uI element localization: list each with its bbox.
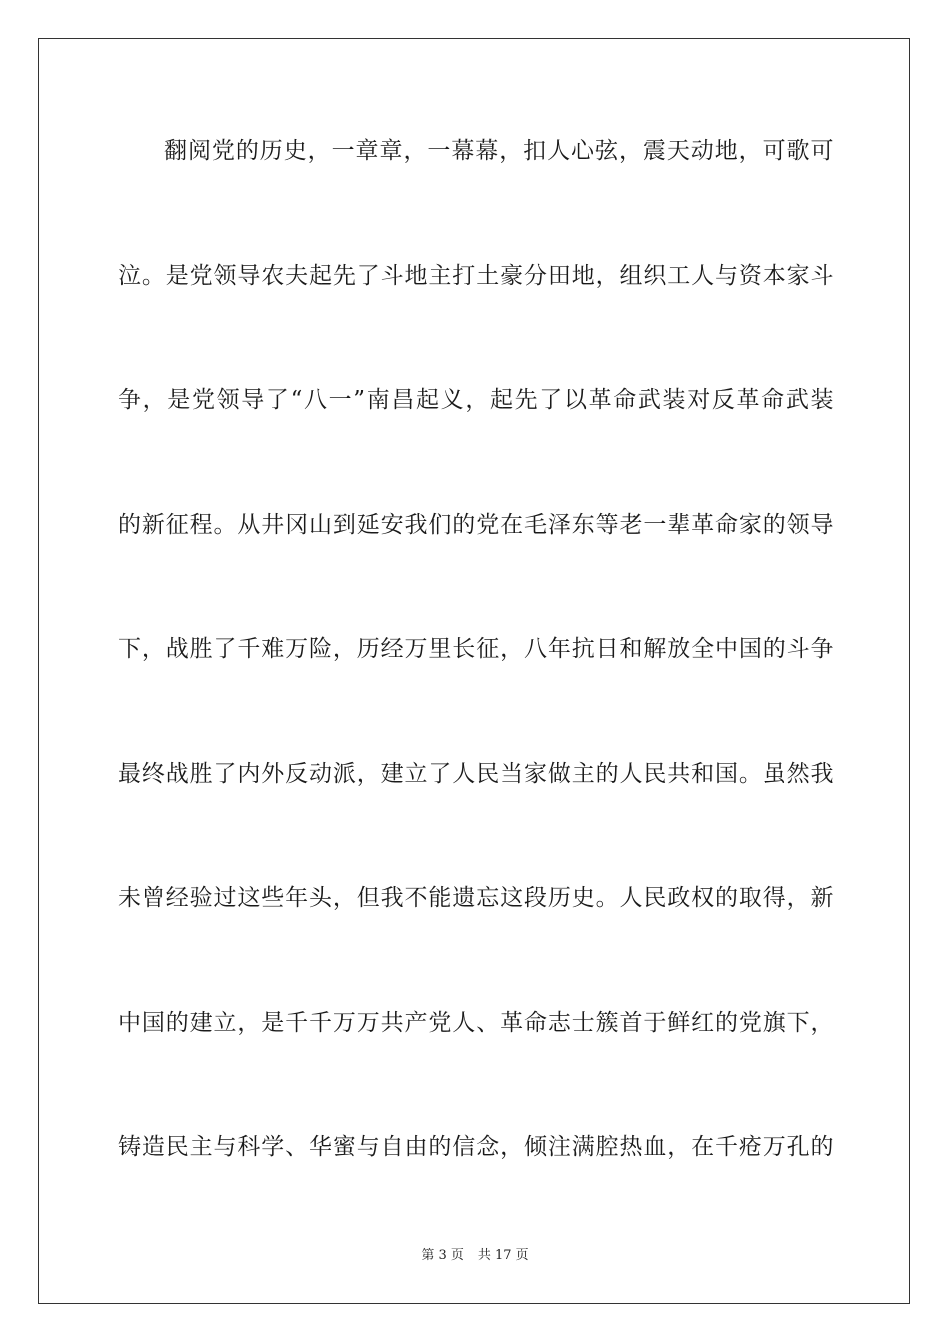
text-line-7: 未曾经验过这些年头，但我不能遗忘这段历史。人民政权的取得，新 xyxy=(118,885,834,911)
text-line-4: 的新征程。从井冈山到延安我们的党在毛泽东等老一辈革命家的领导 xyxy=(118,512,834,538)
text-line-1: 翻阅党的历史，一章章，一幕幕，扣人心弦，震天动地，可歌可 xyxy=(164,138,834,164)
page-footer xyxy=(0,1247,950,1265)
text-line-6: 最终战胜了内外反动派，建立了人民当家做主的人民共和国。虽然我 xyxy=(118,761,834,787)
page-frame xyxy=(38,38,910,1304)
text-line-9: 铸造民主与科学、华蜜与自由的信念，倾注满腔热血，在千疮万孔的 xyxy=(118,1134,834,1160)
text-line-8: 中国的建立，是千千万万共产党人、革命志士簇首于鲜红的党旗下， xyxy=(118,1010,834,1036)
text-line-5: 下，战胜了千难万险，历经万里长征，八年抗日和解放全中国的斗争 xyxy=(118,636,834,662)
page-number: 第 3 页 xyxy=(421,1248,464,1263)
text-line-3: 争，是党领导了“八一”南昌起义，起先了以革命武装对反革命武装 xyxy=(118,387,834,413)
page-total: 共 17 页 xyxy=(477,1248,529,1263)
text-line-2: 泣。是党领导农夫起先了斗地主打土豪分田地，组织工人与资本家斗 xyxy=(118,263,834,289)
